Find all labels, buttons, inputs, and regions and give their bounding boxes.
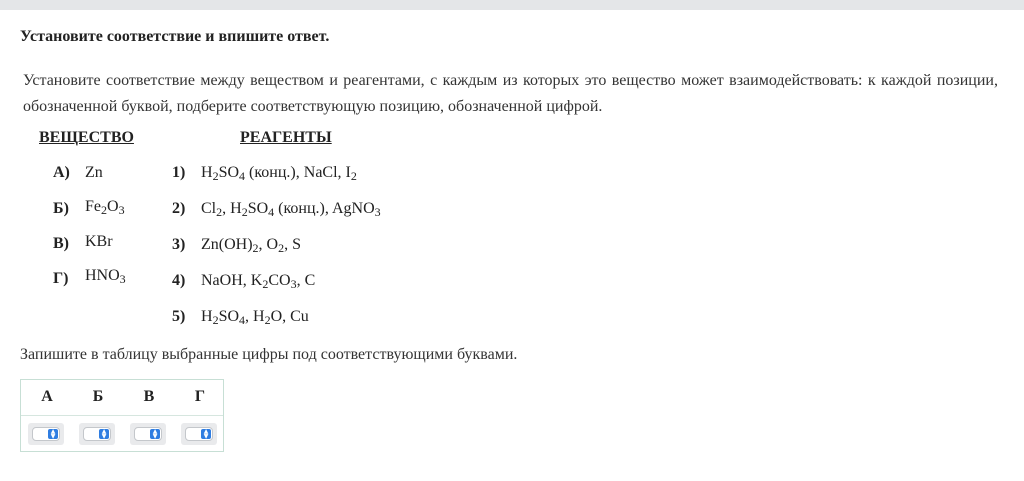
- substance-formula-b: $Fe_2O_3$: [85, 198, 125, 217]
- reagent-formula-1: $H_2SO_4$ (конц.), NaCl, $I_2$: [201, 164, 357, 183]
- reagent-formula-5: $H_2SO_4$, $H_2O$, Cu: [201, 308, 309, 327]
- substance-label-a: А): [53, 164, 70, 181]
- up-down-chevron-icon: ▲ ▼: [150, 429, 160, 439]
- up-down-chevron-icon: ▲ ▼: [201, 429, 211, 439]
- select-box[interactable]: [185, 427, 213, 441]
- answer-column-g: Г: [194, 388, 206, 405]
- substance-label-v: В): [53, 235, 69, 252]
- reagent-formula-3: $Zn(OH)_2$, $O_2$, S: [201, 236, 302, 255]
- up-down-chevron-icon: ▲ ▼: [48, 429, 58, 439]
- up-down-chevron-icon: ▲ ▼: [99, 429, 109, 439]
- reagent-formula-2: $Cl_2$, $H_2SO_4$ (конц.), AgNO$_3$: [201, 200, 381, 219]
- answer-column-a: А: [41, 388, 53, 405]
- task-title: Установите соответствие и впишите ответ.: [20, 28, 330, 45]
- answer-select-b[interactable]: [79, 423, 115, 445]
- answer-table-divider: [21, 415, 223, 416]
- reagents-header: РЕАГЕНТЫ: [240, 129, 332, 146]
- substance-formula-g: $HNO_3$: [85, 267, 126, 286]
- select-box[interactable]: [32, 427, 60, 441]
- answer-select-g[interactable]: [181, 423, 217, 445]
- answer-select-v[interactable]: [130, 423, 166, 445]
- substance-formula-v: KBr: [85, 233, 113, 250]
- answer-select-a[interactable]: [28, 423, 64, 445]
- question-text: Установите соответствие между веществом и реагентами, с каждым из которых это вещество может взаимодействовать: к каждой позиции, обозначенной буквой, подберите соответствующую позицию, обозначенной цифрой.: [23, 72, 998, 115]
- substance-label-b: Б): [53, 200, 69, 217]
- reagent-label-5: 5): [172, 308, 186, 325]
- reagent-label-3: 3): [172, 236, 186, 253]
- substance-formula-a: Zn: [85, 164, 103, 181]
- instruction-text: Запишите в таблицу выбранные цифры под соответствующими буквами.: [20, 346, 518, 363]
- top-bar: [0, 0, 1024, 10]
- answer-table: [20, 379, 224, 452]
- substance-label-g: Г): [53, 270, 69, 287]
- reagent-label-1: 1): [172, 164, 186, 181]
- select-box[interactable]: [83, 427, 111, 441]
- substance-header: ВЕЩЕСТВО: [39, 129, 134, 146]
- answer-column-v: В: [143, 388, 155, 405]
- select-box[interactable]: [134, 427, 162, 441]
- reagent-label-2: 2): [172, 200, 186, 217]
- reagent-label-4: 4): [172, 272, 186, 289]
- answer-column-b: Б: [92, 388, 104, 405]
- reagent-formula-4: NaOH, $K_2CO_3$, C: [201, 272, 316, 291]
